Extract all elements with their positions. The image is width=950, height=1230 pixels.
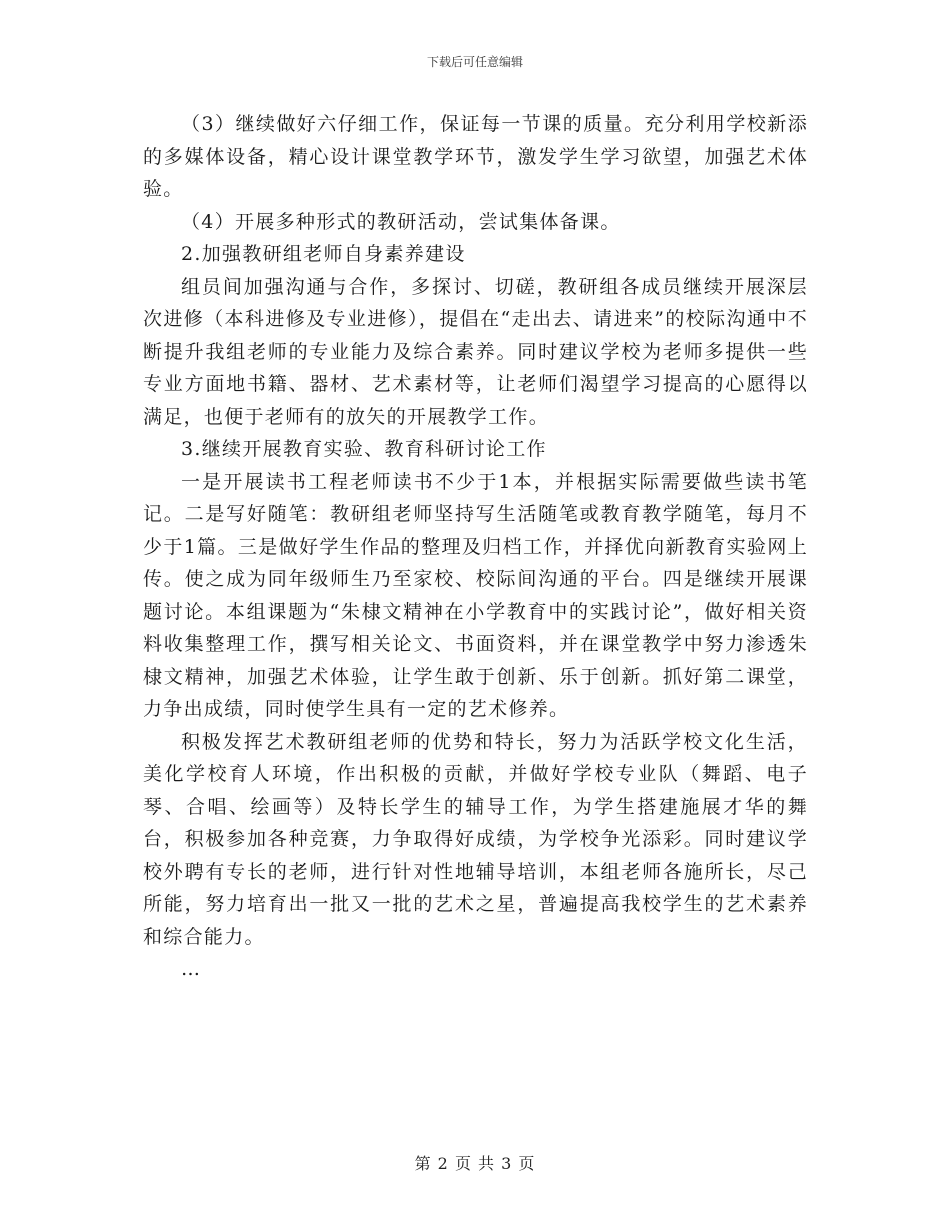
paragraph-art-group: 积极发挥艺术教研组老师的优势和特长，努力为活跃学校文化生活，美化学校育人环境，作出积极的贡献，并做好学校专业队（舞蹈、电子琴、合唱、绘画等）及特长学生的辅导工作，为学生搭建施展才华的舞台，积极参加各种竞赛，力争取得好成绩，为学校争光添彩。同时建议学校外聘有专长的老师，进行针对性地辅导培训，本组老师各施所长，尽己所能，努力培育出一批又一批的艺术之星，普遍提高我校学生的艺术素养和综合能力。 <box>143 730 808 948</box>
ellipsis: … <box>181 958 202 980</box>
section-heading-2: 2.加强教研组老师自身素养建设 <box>181 243 466 265</box>
paragraph-research-work: 一是开展读书工程老师读书不少于1本，并根据实际需要做些读书笔记。二是写好随笔：教研组老师坚持写生活随笔或教育教学随笔，每月不少于1篇。三是做好学生作品的整理及归档工作，并择优向新教育实验网上传。使之成为同年级师生乃至家校、校际间沟通的平台。四是继续开展课题讨论。本组课题为“朱棣文精神在小学教育中的实践讨论”，做好相关资料收集整理工作，撰写相关论文、书面资料，并在课堂教学中努力渗透朱棣文精神，加强艺术体验，让学生敢于创新、乐于创新。抓好第二课堂，力争出成绩，同时使学生具有一定的艺术修养。 <box>143 470 808 720</box>
paragraph-item-4: （4）开展多种形式的教研活动，尝试集体备课。 <box>181 210 621 233</box>
section-heading-3: 3.继续开展教育实验、教育科研讨论工作 <box>181 438 547 460</box>
document-body <box>143 108 808 986</box>
paragraph-item-3: （3）继续做好六仔细工作，保证每一节课的质量。充分利用学校新添的多媒体设备，精心设计课堂教学环节，激发学生学习欲望，加强艺术体验。 <box>143 113 808 200</box>
paragraph-teacher-quality: 组员间加强沟通与合作，多探讨、切磋，教研组各成员继续开展深层次进修（本科进修及专业进修），提倡在“走出去、请进来”的校际沟通中不断提升我组老师的专业能力及综合素养。同时建议学校为老师多提供一些专业方面地书籍、器材、艺术素材等，让老师们渴望学习提高的心愿得以满足，也便于老师有的放矢的开展教学工作。 <box>143 275 808 428</box>
page-header-note: 下载后可任意编辑 <box>426 55 523 69</box>
page-number: 第 2 页 共 3 页 <box>414 1154 536 1173</box>
